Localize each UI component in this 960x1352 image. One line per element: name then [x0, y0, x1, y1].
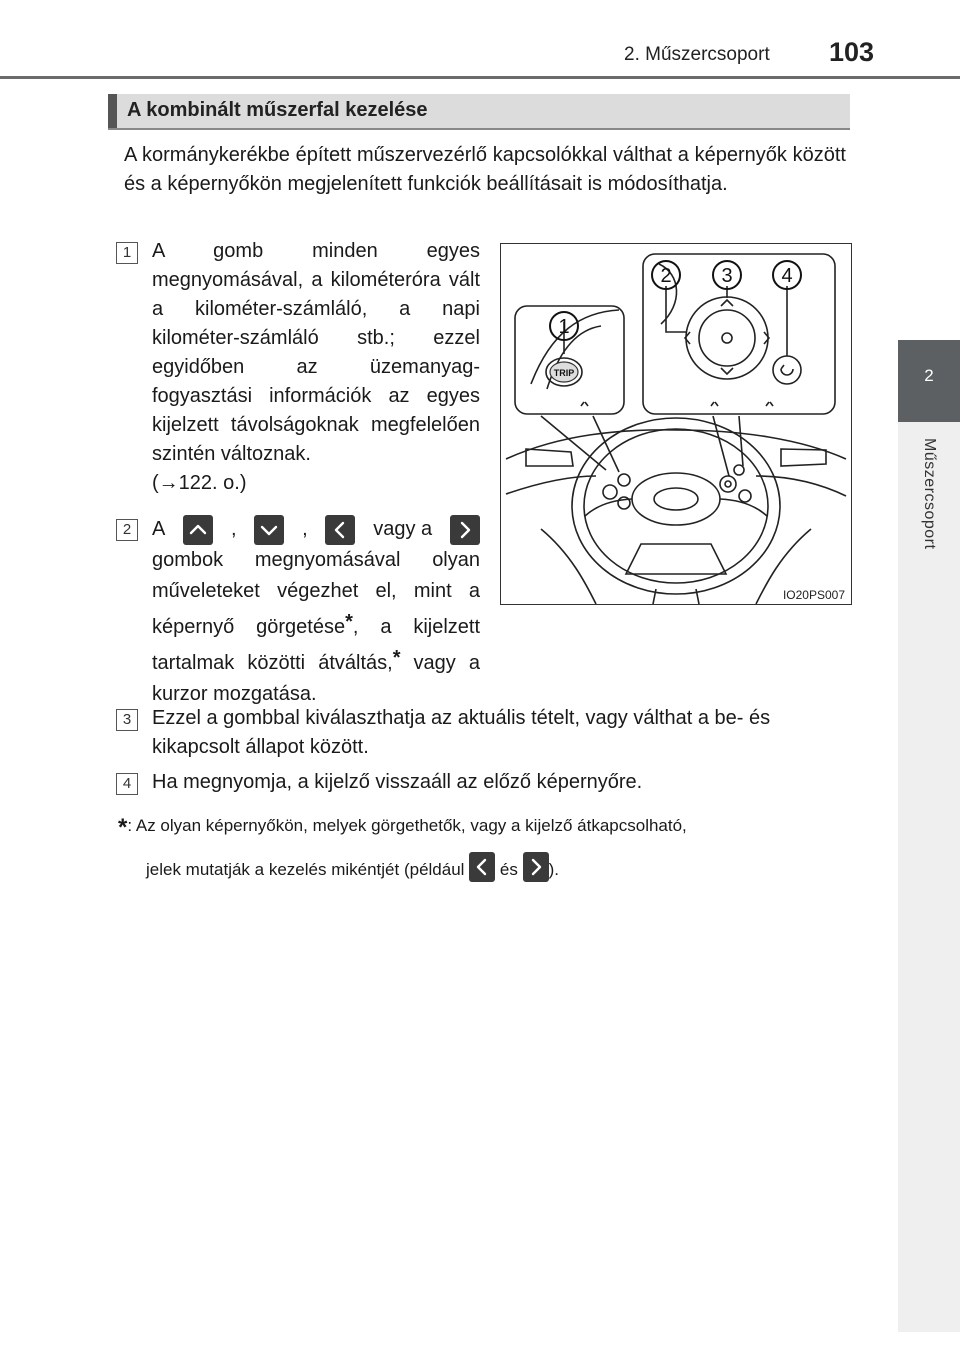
trip-button-label: TRIP	[553, 368, 575, 378]
footnote-line-2	[146, 852, 846, 882]
footnote-star: *	[118, 814, 128, 841]
page-number: 103	[829, 37, 875, 67]
chevron-down-icon	[254, 515, 284, 545]
footnote-text-2c: ).	[548, 860, 559, 879]
footnote-line-1	[118, 813, 848, 840]
section-title-rule	[108, 128, 850, 130]
item-number-1: 1	[116, 242, 138, 264]
item-number-4: 4	[116, 773, 138, 795]
item-3-text: Ezzel a gombbal kiválaszthatja az aktuális tételt, vagy válthat a be- és kikapcsolt állapot között.	[152, 707, 771, 758]
item-2-icon-line	[152, 514, 480, 545]
footnote-marker-1: *	[345, 611, 353, 633]
footnote-marker-2: *	[392, 647, 401, 669]
callout-1: 1	[558, 316, 570, 338]
chevron-left-icon	[469, 852, 495, 882]
callout-4: 4	[781, 265, 793, 287]
item-1-body: A gomb minden egyes megnyomásával, a kilométeróra vált a kilométer-számláló, a napi kilométer-számláló stb.; ezzel egyidőben az üzemanyag-fogyasztási információk az egyes kijelzett távolságoknak megfelelően szintén változnak.	[152, 240, 480, 465]
item-2-end: vagy a kurzor mozgatása.	[152, 652, 480, 705]
item-4-text: Ha megnyomja, a kijelző visszaáll az előző képernyőre.	[152, 771, 643, 793]
section-title-bar	[108, 94, 850, 128]
item-2-vagy-a: vagy a	[373, 518, 433, 540]
chapter-tab-number: 2	[924, 366, 934, 385]
item-1-text	[152, 237, 480, 498]
footnote-text-2a: jelek mutatják a kezelés mikéntjét (például	[146, 860, 465, 879]
footnote-text-1: : Az olyan képernyőkön, melyek görgethetők, vagy a kijelző átkapcsolható,	[127, 816, 687, 835]
chapter-tab	[898, 340, 960, 422]
item-2-lead: A	[152, 518, 166, 540]
item-2-mid: , a kijelzett tartalmak közötti átváltás,	[152, 616, 481, 674]
steering-wheel-illustration	[500, 243, 852, 605]
section-title: A kombinált műszerfal kezelése	[127, 99, 428, 121]
intro-paragraph: A kormánykerékbe épített műszervezérlő kapcsolókkal válthat a képernyők között és a képernyőkön megjelenített funkciók beállításait is módosíthatja.	[124, 144, 846, 195]
item-number-2: 2	[116, 519, 138, 541]
footnote-text-2b: és	[499, 860, 518, 879]
item-2-text	[152, 514, 480, 710]
running-header-section: 2. Műszercsoport	[624, 44, 770, 65]
item-2-comma-1: ,	[230, 518, 237, 540]
header-rule	[0, 76, 960, 79]
chevron-right-icon	[523, 852, 549, 882]
item-2-comma-2: ,	[302, 518, 308, 540]
illustration-code: IO20PS007	[782, 588, 845, 602]
chevron-right-icon	[450, 515, 480, 545]
item-1-ref: (→122. o.)	[152, 472, 247, 494]
item-2-body: gombok megnyomásával olyan műveleteket végezhet el, mint a képernyő görgetése	[152, 549, 480, 638]
item-number-3: 3	[116, 709, 138, 731]
chapter-tab-label: Műszercsoport	[921, 438, 938, 550]
callout-2: 2	[660, 265, 672, 287]
chevron-up-icon	[183, 515, 213, 545]
callout-3: 3	[721, 265, 733, 287]
chevron-left-icon	[325, 515, 355, 545]
chapter-strip	[898, 422, 960, 1332]
steering-wheel-drawing	[501, 244, 851, 604]
